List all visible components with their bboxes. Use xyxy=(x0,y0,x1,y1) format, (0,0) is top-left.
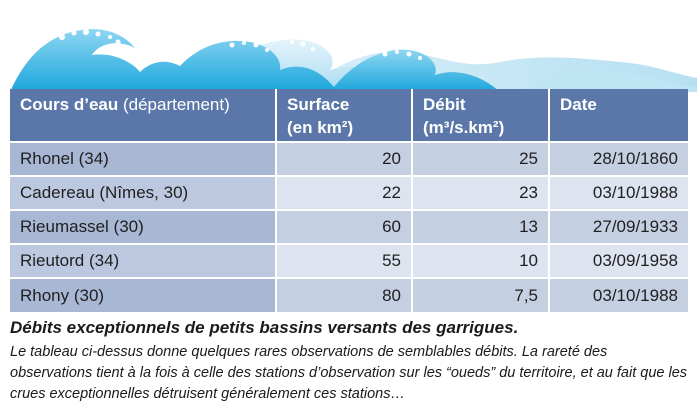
cell-debit: 7,5 xyxy=(412,278,549,312)
cell-date: 27/09/1933 xyxy=(549,210,688,244)
cell-date: 03/10/1988 xyxy=(549,176,688,210)
waves-banner xyxy=(0,0,697,92)
cell-date: 28/10/1860 xyxy=(549,142,688,176)
cell-surface: 22 xyxy=(276,176,412,210)
cell-river: Rieumassel (30) xyxy=(10,210,276,244)
table-row xyxy=(10,278,688,312)
header-cours-eau: Cours d’eau (département) xyxy=(10,89,276,142)
flow-table xyxy=(10,89,688,312)
header-date: Date xyxy=(549,89,688,142)
cell-debit: 25 xyxy=(412,142,549,176)
table-row xyxy=(10,210,688,244)
caption-title: Débits exceptionnels de petits bassins versants des garrigues. xyxy=(10,318,519,337)
caption-text: Le tableau ci-dessus donne quelques rares observations de semblables débits. La rareté des observations tient à la fois à celle des stations d’observation sur les “oueds” du territoire, et au fait que les crues exceptionnelles détruisent généralement ces stations… xyxy=(10,344,688,402)
table-header-row xyxy=(10,89,688,142)
cell-date: 03/09/1958 xyxy=(549,244,688,278)
cell-surface: 55 xyxy=(276,244,412,278)
cell-debit: 23 xyxy=(412,176,549,210)
table-row xyxy=(10,176,688,210)
table-row xyxy=(10,244,688,278)
cell-surface: 20 xyxy=(276,142,412,176)
cell-debit: 13 xyxy=(412,210,549,244)
cell-debit: 10 xyxy=(412,244,549,278)
cell-surface: 60 xyxy=(276,210,412,244)
header-debit: Débit (m³/s.km²) xyxy=(412,89,549,142)
cell-river: Rhony (30) xyxy=(10,278,276,312)
cell-date: 03/10/1988 xyxy=(549,278,688,312)
cell-river: Cadereau (Nîmes, 30) xyxy=(10,176,276,210)
cell-river: Rieutord (34) xyxy=(10,244,276,278)
cell-river: Rhonel (34) xyxy=(10,142,276,176)
header-surface: Surface (en km²) xyxy=(276,89,412,142)
cell-surface: 80 xyxy=(276,278,412,312)
table-row xyxy=(10,142,688,176)
